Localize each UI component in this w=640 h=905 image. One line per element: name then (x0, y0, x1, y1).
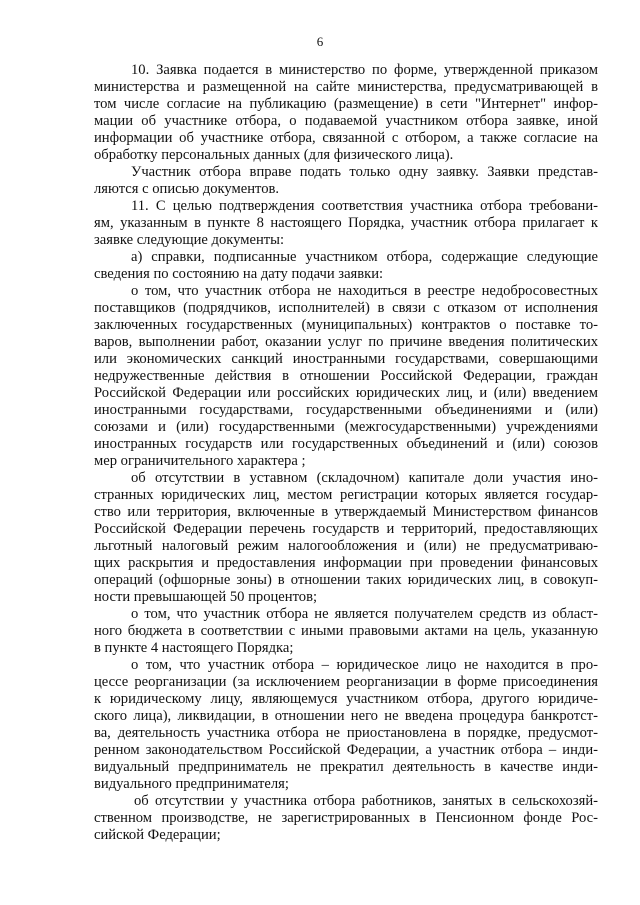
text-line: об отсутствии у участника отбора работников, занятых в сельскохозяй- (134, 793, 598, 809)
text-line: к юридическому лицу, являющемуся участником отбора, другого юридиче- (94, 691, 598, 707)
text-line: щих раскрытия и предоставления информации при проведении финансовых (94, 555, 598, 571)
text-line: мер ограничительного характера ; (94, 453, 306, 469)
text-line: ва, деятельность участника отбора не приостановлена в порядке, предусмот- (94, 725, 598, 741)
text-line: о том, что участник отбора – юридическое лицо не находится в про- (131, 657, 598, 673)
text-line: Участник отбора вправе подать только одну заявку. Заявки представ- (131, 164, 598, 180)
text-line: видуальный предприниматель не прекратил деятельность в качестве инди- (94, 759, 598, 775)
text-line: операций (офшорные зоны) в отношении таких юридических лиц, в совокуп- (94, 572, 598, 588)
text-line: том числе согласие на публикацию (размещение) в сети "Интернет" инфор- (94, 96, 598, 112)
text-line: цессе реорганизации (за исключением реорганизации в форме присоединения (94, 674, 598, 690)
text-line: ям, указанным в пункте 8 настоящего Порядка, участник отбора прилагает к (94, 215, 598, 231)
text-line: поставщиков (подрядчиков, исполнителей) в связи с отказом от исполнения (94, 300, 598, 316)
text-line: обработку персональных данных (для физического лица). (94, 147, 454, 163)
text-line: иностранными государствами, государственными объединениями и (или) (94, 402, 598, 418)
text-line: союзами и (или) государственными (межгосударственными) учреждениями (94, 419, 598, 435)
text-line: ности превышающей 50 процентов; (94, 589, 318, 605)
text-line: Российской Федерации перечень государств и территорий, предоставляющих (94, 521, 598, 537)
text-line: ного бюджета в соответствии с иными правовыми актами на цель, указанную (94, 623, 598, 639)
text-line: информации об участнике отбора, связанной с отбором, а также согласие на (94, 130, 598, 146)
text-line: ренном законодательством Российской Федерации, а участник отбора – инди- (94, 742, 598, 758)
text-line: о том, что участник отбора не находиться в реестре недобросовестных (131, 283, 598, 299)
text-line: ство или территория, включенные в утверждаемый Министерством финансов (94, 504, 598, 520)
text-line: ственном производстве, не зарегистрированных в Пенсионном фонде Рос- (94, 810, 598, 826)
text-line: видуального предпринимателя; (94, 776, 289, 792)
text-line: а) справки, подписанные участником отбора, содержащие следующие (131, 249, 598, 265)
text-line: об отсутствии в уставном (складочном) капитале доли участия ино- (131, 470, 598, 486)
text-line: министерства и размещенной на сайте министерства, предусматривающей в (94, 79, 598, 95)
text-line: сведения по состоянию на дату подачи заявки: (94, 266, 384, 282)
text-line: 10. Заявка подается в министерство по форме, утвержденной приказом (131, 62, 598, 78)
text-line: 11. С целью подтверждения соответствия участника отбора требовани- (131, 198, 598, 214)
text-line: иностранных государств или государственных объединений и (или) союзов (94, 436, 598, 452)
text-line: ского лица), ликвидации, в отношении него не введена процедура банкротст- (94, 708, 598, 724)
text-line: Российской Федерации или российских юридических лиц, и (или) введением (94, 385, 598, 401)
text-line: или экономических санкций иностранными государствами, совершающими (94, 351, 598, 367)
text-line: в пункте 4 настоящего Порядка; (94, 640, 294, 656)
text-line: мации об участнике отбора, о подаваемой участником отбора заявке, иной (94, 113, 598, 129)
page-number: 6 (316, 34, 324, 49)
text-line: ляются с описью документов. (94, 181, 280, 197)
text-line: странных юридических лиц, местом регистрации которых является государ- (94, 487, 598, 503)
text-line: варов, выполнении работ, оказании услуг по причине введения политических (94, 334, 598, 350)
text-line: заключенных государственных (муниципальных) контрактов о поставке то- (94, 317, 598, 333)
text-line: недружественные действия в отношении Российской Федерации, граждан (94, 368, 598, 384)
text-line: сийской Федерации; (94, 827, 221, 843)
text-line: заявке следующие документы: (94, 232, 285, 248)
text-line: льготный налоговый режим налогообложения и (или) не предусматриваю- (94, 538, 598, 554)
text-line: о том, что участник отбора не является получателем средств из област- (131, 606, 598, 622)
